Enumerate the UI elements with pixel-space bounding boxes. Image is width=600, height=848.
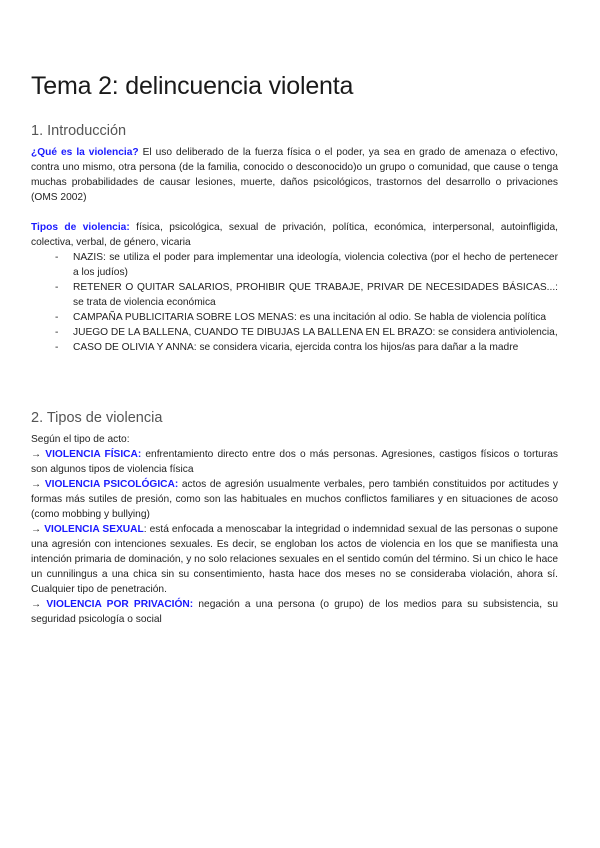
- page-title: Tema 2: delincuencia violenta: [31, 72, 354, 100]
- types-paragraph: [31, 220, 558, 250]
- types-label: Tipos de violencia:: [31, 222, 130, 233]
- arrow-icon: →: [31, 524, 42, 535]
- type-label: VIOLENCIA SEXUAL: [44, 524, 144, 535]
- type-label: VIOLENCIA POR PRIVACIÓN:: [46, 599, 194, 610]
- examples-list: [31, 250, 558, 355]
- type-text: : está enfocada a menoscabar la integridad o indemnidad sexual de las personas o supone una agresión con intenciones sexuales. Es decir, se engloban los actos de violencia en los que se manifiesta una intención primaria de dominación, y no solo relaciones sexuales en el sentido común del término. Si un chico le hace un cunnilingus a una chica sin su consentimiento, hasta hace dos meses no se consideraba violación, ahora sí. Cualquier tipo de penetración.: [31, 524, 558, 595]
- list-item: - RETENER O QUITAR SALARIOS, PROHIBIR QUE TRABAJE, PRIVAR DE NECESIDADES BÁSICAS...: se trata de violencia económica: [55, 280, 558, 310]
- type-paragraph-privacion: [31, 597, 558, 627]
- arrow-icon: →: [31, 479, 42, 490]
- definition-text: El uso deliberado de la fuerza física o el poder, ya sea en grado de amenaza o efectivo, contra uno mismo, otra persona (de la familia, conocido o desconocido)o un grupo o comunidad, que cause o tenga muchas probabilidades de causar lesiones, muerte, daños psicológicos, trastornos del desarrollo o privaciones (OMS 2002): [31, 147, 558, 203]
- type-paragraph-fisica: [31, 447, 558, 477]
- types-text: física, psicológica, sexual de privación, política, económica, interpersonal, autoinfligida, colectiva, verbal, de género, vicaria: [31, 222, 558, 248]
- list-item: - NAZIS: se utiliza el poder para implementar una ideología, violencia colectiva (por el hecho de pertenecer a los judíos): [55, 250, 558, 280]
- question-label: ¿Qué es la violencia?: [31, 147, 139, 158]
- type-text: actos de agresión usualmente verbales, pero también constituidos por actitudes y formas más sutiles de presión, como son las habituales en muchos conflictos familiares y en situaciones de acoso (como mobbing y bullying): [31, 479, 558, 520]
- section-introduccion: [31, 123, 558, 355]
- intro-text: Según el tipo de acto:: [31, 434, 130, 445]
- type-label: VIOLENCIA PSICOLÓGICA:: [44, 479, 179, 490]
- section-heading: 2. Tipos de violencia: [31, 410, 163, 426]
- section-heading: 1. Introducción: [31, 123, 127, 139]
- definition-paragraph: [31, 145, 558, 205]
- list-item: - CASO DE OLIVIA Y ANNA: se considera vicaria, ejercida contra los hijos/as para dañar a la madre: [55, 340, 558, 355]
- type-label: VIOLENCIA FÍSICA:: [45, 449, 142, 460]
- list-item: - CAMPAÑA PUBLICITARIA SOBRE LOS MENAS: es una incitación al odio. Se habla de violencia política: [55, 310, 558, 325]
- arrow-icon: →: [31, 449, 42, 460]
- type-paragraph-psicologica: [31, 477, 558, 522]
- type-text: negación a una persona (o grupo) de los medios para su subsistencia, su seguridad psicología o social: [31, 599, 558, 625]
- list-item: - JUEGO DE LA BALLENA, CUANDO TE DIBUJAS LA BALLENA EN EL BRAZO: se considera antiviolencia,: [55, 325, 558, 340]
- type-paragraph-sexual: [31, 522, 558, 597]
- arrow-icon: →: [31, 599, 42, 610]
- section-tipos: [31, 410, 558, 627]
- type-text: enfrentamiento directo entre dos o más personas. Agresiones, castigos físicos o torturas son algunos tipos de violencia física: [31, 449, 558, 475]
